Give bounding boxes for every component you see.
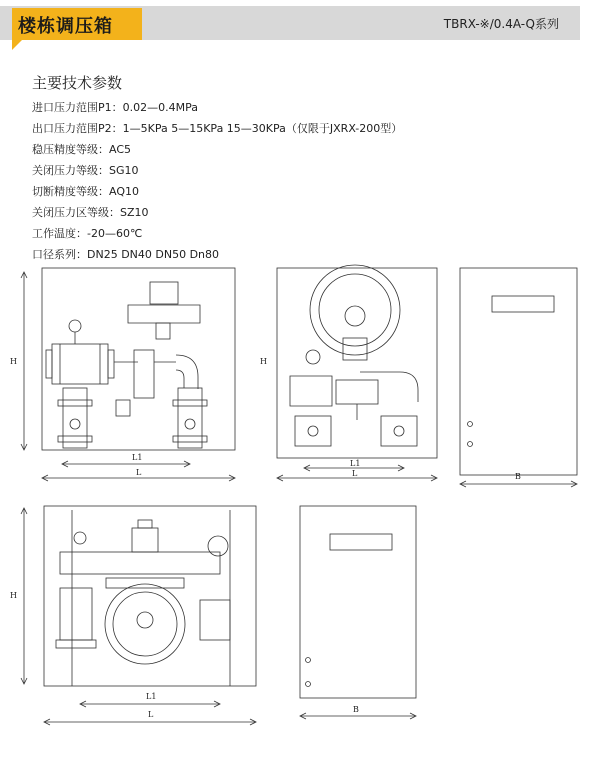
- front-top-l-label: L: [136, 468, 142, 477]
- front-bottom-h-label: H: [10, 591, 17, 600]
- spec-closing-zone: 关闭压力区等级：SZ10: [32, 206, 149, 219]
- front-top-h-label: H: [10, 357, 17, 366]
- page-title: 楼栋调压箱: [18, 16, 113, 37]
- spec-shutoff-accuracy: 切断精度等级：AQ10: [32, 185, 139, 198]
- side-top-h-label: H: [260, 357, 267, 366]
- spec-inlet-pressure: 进口压力范围P1：0.02—0.4MPa: [32, 101, 198, 114]
- front-bottom-l1-label: L1: [146, 692, 157, 701]
- side-top-l-label: L: [352, 469, 358, 478]
- cabinet-top-b-label: B: [515, 472, 521, 481]
- spec-closing-pressure: 关闭压力等级：SG10: [32, 164, 139, 177]
- cabinet-bottom-b-label: B: [353, 705, 359, 714]
- front-bottom-l-label: L: [148, 710, 154, 719]
- spec-regulation-accuracy: 稳压精度等级：AC5: [32, 143, 132, 156]
- spec-temperature: 工作温度：-20—60℃: [32, 227, 143, 240]
- cabinet-view-bottom: [300, 506, 416, 719]
- front-view-bottom: [21, 506, 256, 725]
- specs-heading: 主要技术参数: [32, 74, 123, 92]
- side-top-l1-label: L1: [350, 459, 361, 468]
- side-view-top: [277, 265, 437, 481]
- front-view-top: [21, 268, 235, 481]
- spec-outlet-pressure: 出口压力范围P2：1—5KPa 5—15KPa 15—30KPa（仅限于JXRX-200型）: [32, 122, 403, 135]
- cabinet-view-top: [460, 268, 577, 487]
- front-top-l1-label: L1: [132, 453, 143, 462]
- spec-caliber: 口径系列：DN25 DN40 DN50 Dn80: [32, 248, 220, 261]
- series-label: TBRX-※/0.4A-Q系列: [443, 17, 559, 31]
